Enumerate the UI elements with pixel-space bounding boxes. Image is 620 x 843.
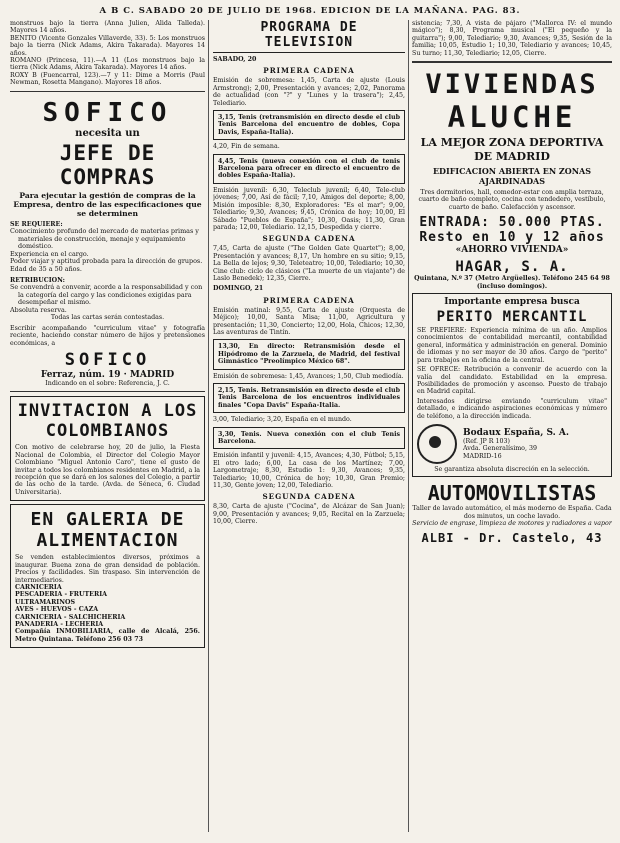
cinema-listing: ROMANO (Princesa, 11).—A 11 (Los monstruos bajo la tierra (Nick Adams, Akira Takarada). Mayores 14 años. [10, 57, 205, 72]
galeria-text: Se venden establecimientos diversos, próximos a inaugurar. Buena zona de gran densidad de población. Precios y facilidades. Sin traspaso. Sin intervención de intermediarios. [15, 554, 200, 584]
ad-address: Ferraz, núm. 19 · MADRID [40, 370, 175, 381]
schedule-text: Emisión de sobremesa: 1,45, Carta de ajuste (Louis Armstrong); 2,00, Presentación y avances; 2,02, Panorama de actualidad (con "?" y "Lunes y la trasera"); 2,45, Telediario. [213, 77, 405, 107]
ad-albi-address: ALBI - Dr. Castelo, 43 [421, 530, 603, 545]
ad-job-title: JEFE DE COMPRAS [59, 140, 156, 189]
schedule-text: 4,20, Fin de semana. [213, 143, 280, 151]
schedule-box-text: 3,30, Tenis. Nueva conexión con el club Tenis Barcelona. [218, 430, 400, 446]
ad-automovilistas-text: Taller de lavado automático, el más moderno de España. Cada dos minutos, un coche lavado. [412, 505, 612, 520]
company-name: Bodaux España, S. A. [463, 427, 570, 438]
ad-ahorro: «AHORRO VIVIENDA» [455, 245, 569, 256]
tv-program-title: PROGRAMA DE TELEVISION [213, 20, 405, 53]
list-item: CARNICERIA - SALCHICHERIA [15, 613, 126, 621]
column-middle [213, 20, 405, 832]
galeria-title: EN GALERIA DE ALIMENTACION [30, 509, 185, 552]
schedule-box-text: 4,45, Tenis (nueva conexión con el club de tenis Barcelona para ofrecer en directo el encuentro de dobles España-Italia). [218, 157, 400, 180]
list-item: Absoluta reserva. [10, 305, 67, 314]
day-heading: SABADO, 20 [213, 56, 257, 63]
schedule-text: 8,30, Carta de ajuste ("Cocina", de Alcázar de San Juan); 9,00, Presentación y avances; 9,05, Recital en la Zarzuela; 10,00, Cierre. [213, 503, 405, 526]
ad-hagar: HAGAR, S. A. [455, 259, 569, 276]
list-item: Edad de 35 a 50 años. [10, 265, 82, 274]
ad-hagar-address: Quintana, N.º 37 (Metro Argüelles). Teléfono 245 64 98 (incluso domingos). [414, 275, 610, 290]
cinema-listing: BENITO (Vicente Gonzales Villaverde, 33). 5: Los monstruos bajo la tierra (Nick Adams, Akira Takarada). Mayores 14 años. [10, 34, 205, 57]
list-item: Conocimiento profundo del mercado de materias primas y materiales de construcción, menaje y equipamiento doméstico. [10, 227, 199, 251]
schedule-text: Emisión de sobremesa: 1,45, Avances; 1,50, Club mediodía. [213, 372, 404, 380]
invitation-text: Con motivo de celebrarse hoy, 20 de julio, la Fiesta Nacional de Colombia, el Director del Colegio Mayor Colombiano "Miguel Antonio Caro", tiene el gusto de invitar a todos los colombianos residentes en Madrid, a la recepción que se dará en los salones del Colegio, a partir de las ocho de la tarde. (Avda. de Séneca, 6. Ciudad Universitaria). [15, 444, 200, 496]
channel-heading: SEGUNDA CADENA [262, 492, 356, 502]
day-heading: DOMINGO, 21 [213, 285, 264, 293]
perito-guarantee: Se garantiza absoluta discreción en la selección. [434, 465, 590, 473]
schedule-text: sistencia; 7,30, A vista de pájaro ("Mallorca IV: el mundo mágico"); 8,30, Programa musical ("El pequeño y la guitarra"); 9,00, Telediario; 9,30, Avances; 9,35, Sesión de la familia; 10,05, Estudio 1; 10,30, Telediario y avances; 10,45, Su turno; 11,30, Telediario; 12,05, Cierre. [412, 20, 612, 57]
schedule-box-text: 13,30, En directo: Retransmisión desde el Hipódromo de la Zarzuela, de Madrid, del festival Gimnástico "Preolímpico México 68". [218, 343, 400, 366]
company-ref: (Ref. JP R 103) [463, 437, 511, 445]
ad-resto: Resto en 10 y 12 años [419, 230, 605, 246]
perito-offer: SE OFRECE: Retribución a convenir de acuerdo con la valía del candidato. Estabilidad en la empresa. Posibilidades de promoción y ascenso. Puesto de trabajo en Madrid capital. [417, 366, 607, 396]
ad-entrada: ENTRADA: 50.000 PTAS. [419, 215, 605, 231]
column-divider [408, 20, 409, 832]
requirements-heading: SE REQUIERE: [10, 220, 63, 228]
ad-sofico-name: SOFICO [64, 350, 151, 371]
list-item: ULTRAMARINOS [15, 598, 76, 606]
company-logo-icon [417, 424, 457, 464]
perito-title: PERITO MERCANTIL [436, 309, 588, 326]
column-right [412, 20, 612, 832]
ad-instructions: Escribir acompañando "curriculum vitae" y fotografía reciente, haciendo constar número de hijos y pretensiones económicas, a [10, 324, 205, 347]
ad-viviendas-title: VIVIENDAS [425, 69, 599, 101]
ad-note: Todas las cartas serán contestadas. [50, 314, 165, 322]
galeria-footer: Compañía INMOBILIARIA, calle de Alcalá, 256. Metro Quintana. Teléfono 256 03 73 [15, 628, 200, 643]
ad-perito [412, 293, 612, 477]
schedule-text: Emisión infantil y juvenil: 4,15, Avances; 4,30, Fútbol; 5,15, El otro lado; 6,00, La casa de los Martínez; 7,00, Largometraje; 8,30, Estudio 1: 9,30, Avances; 9,35, Telediario; 10,00, Crónica de hoy; 10,30, Gran Premio; 11,30, Gente joven; 12,00, Telediario. [213, 452, 405, 490]
ad-aluche-text: Tres dormitorios, hall, comedor-estar con amplia terraza, cuarto de baño completo, cocina con tendedero, vestíbulo, cuarto de baño. Calefacción y ascensor. [418, 189, 606, 211]
cinema-listing: monstruos bajo la tierra (Anna Julien, Alida Talleda). Mayores 14 años. [10, 20, 205, 35]
schedule-box-text: 2,15, Tenis. Retransmisión en directo desde el club Tenis Barcelona de los encuentros individuales finales "Copa Davis" España-Italia. [218, 387, 400, 409]
column-left [10, 20, 205, 832]
list-item: PANADERIA - LECHERIA [15, 620, 104, 628]
schedule-text: Emisión matinal: 9,55, Carta de ajuste (Orquesta de Méjico); 10,00, Santa Misa; 11,00, Agricultura y presentación; 11,30, Concierto; 12,00, Hola, Chicos; 12,30, Las aventuras de Tintín. [213, 306, 405, 336]
ad-invitation [10, 396, 205, 501]
channel-heading: SEGUNDA CADENA [262, 234, 356, 244]
schedule-box [213, 339, 405, 369]
column-divider [208, 20, 209, 832]
perito-instructions: Interesados dirigirse enviando "curriculum vitae" detallado, e indicando aspiraciones económicas y número de teléfono, a la dirección indicada. [417, 397, 607, 420]
company-address: Avda. Generalísimo, 39 [463, 445, 537, 453]
channel-heading: PRIMERA CADENA [263, 66, 355, 76]
list-item: PESCADERIA - FRUTERIA [15, 591, 108, 599]
cinema-listing: ROXY B (Fuencarral, 123).—7 y 11: Dime a Morris (Paul Newman, Rosetta Mangano). Mayores 18 años. [10, 71, 205, 87]
divider [412, 61, 612, 63]
ad-job-description: Para ejecutar la gestión de compras de la Empresa, dentro de las especificaciones que se determinen [13, 190, 202, 218]
salary-heading: RETRIBUCION: [10, 276, 66, 284]
ad-aluche-feature: EDIFICACION ABIERTA EN ZONAS AJARDINADAS [432, 166, 592, 187]
divider [10, 391, 205, 392]
list-item: Poder viajar y aptitud probada para la dirección de grupos. [10, 257, 203, 266]
ad-automovilistas-service: Servicio de engrase, limpieza de motores y radiadores a vapor [412, 520, 612, 528]
ad-automovilistas-title: AUTOMOVILISTAS [427, 481, 597, 506]
list-item: AVES - HUEVOS - CAZA [15, 606, 99, 614]
ad-reference: Indicando en el sobre: Referencia, J. C. [45, 380, 170, 388]
schedule-text: Emisión juvenil: 6,30, Teleclub juvenil; 6,40, Tele-club jóvenes; 7,00, Así de fácil; 7,10, Amigos del deporte; 8,00, Misión imposible: 8,30, Exploradores: "Es el mar"; 9,00, Telediario; 9,30, Avances; 9,45, Crónica de hoy; 10,00, El Sábado "Pueblos de España"; 10,30, Oasis; 11,30, Gran parada; 12,00, Telediario. 12,15, Despedida y cierre. [213, 186, 405, 231]
page-header: A B C. SABADO 20 DE JULIO DE 1968. EDICION DE LA MAÑANA. PAG. 83. [99, 6, 521, 16]
schedule-text: 3,00, Telediario; 3,20, España en el mundo. [213, 416, 352, 424]
channel-heading: PRIMERA CADENA [263, 295, 355, 305]
ad-sofico-title: SOFICO [42, 97, 173, 128]
schedule-box [213, 154, 405, 184]
list-item: CARNICERIA [15, 583, 62, 591]
perito-requirements: SE PREFIERE: Experiencia mínima de un año. Amplios conocimientos de contabilidad mercantil, contabilidad general, informática y administración en general. Dominio de idiomas y no ser mayor de 30 años. Cargo de "perito" para trabajos en la oficina de la central. [417, 327, 607, 364]
ad-galeria [10, 504, 205, 648]
list-item: Experiencia en el cargo. [10, 249, 89, 258]
ad-sofico-subtitle: necesita un [75, 127, 140, 139]
company-city: MADRID-16 [463, 452, 502, 460]
perito-contact-details [463, 428, 607, 460]
ad-aluche-title: ALUCHE [447, 100, 577, 135]
divider [10, 91, 205, 92]
schedule-box-text: 3,15, Tenis (retransmisión en directo desde el club Tenis Barcelona del encuentro de dobles, Copa Davis, España-Italia). [218, 114, 400, 136]
perito-contact [417, 424, 607, 464]
invitation-title: INVITACION A LOS COLOMBIANOS [17, 401, 198, 442]
schedule-box [213, 110, 405, 140]
perito-intro: Importante empresa busca [444, 297, 580, 308]
ad-aluche-slogan: LA MEJOR ZONA DEPORTIVA DE MADRID [420, 136, 604, 164]
list-item: Se convendrá a convenir, acorde a la responsabilidad y con la categoría del cargo y las condiciones exigidas para desempeñar el mismo. [10, 283, 203, 307]
schedule-box [213, 427, 405, 450]
schedule-box [213, 383, 405, 413]
schedule-text: 7,45, Carta de ajuste ("The Golden Gate Quartet"); 8,00, Presentación y avances; 8,17, Un hombre en su sitio; 9,15, La Bella de lejos; 9,30, Teleteatro; 10,00, Telediario; 10,30, Cine club: ciclo de clásicos ("La muerte de un viajante") de Laslo Benedek); 12,35, Cierre. [213, 245, 405, 282]
